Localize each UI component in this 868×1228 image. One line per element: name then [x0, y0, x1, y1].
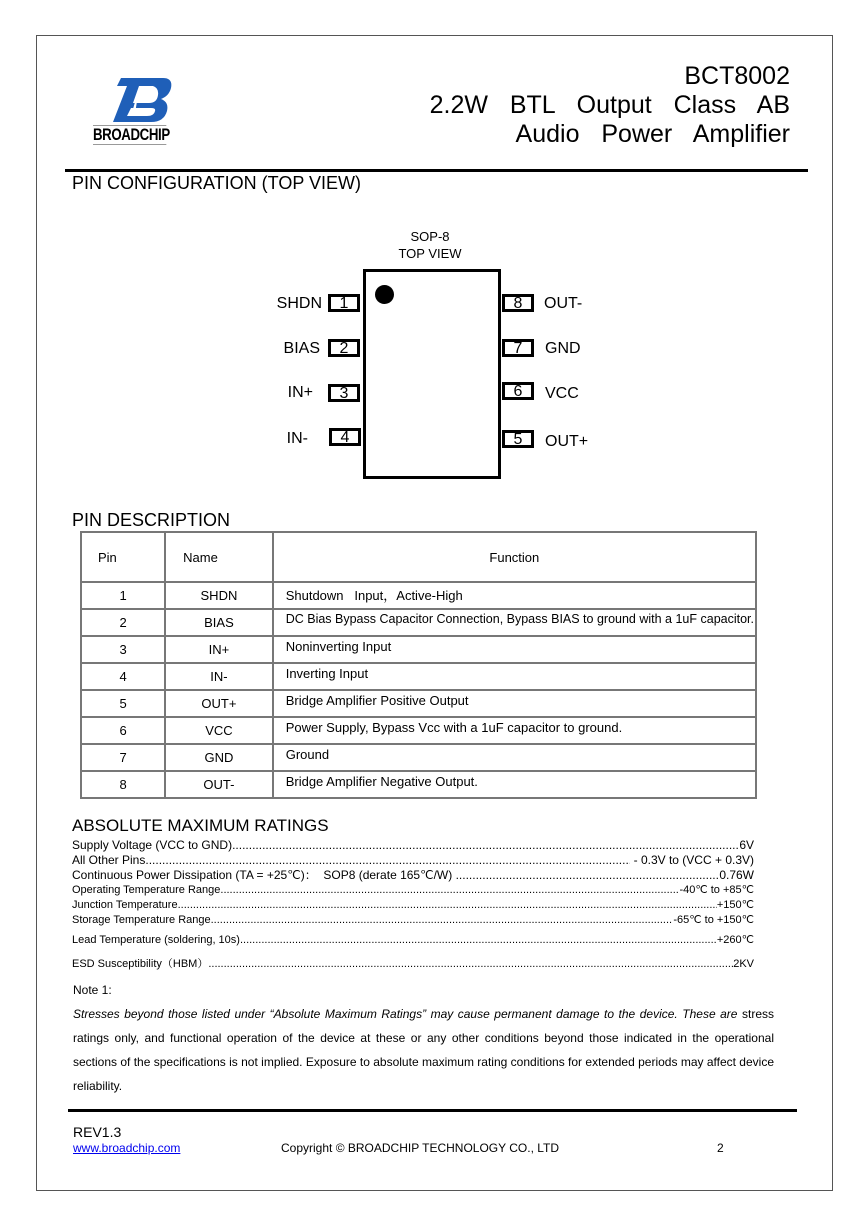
rating-label: Supply Voltage (VCC to GND) — [72, 838, 233, 852]
pin-2-name: BIAS — [283, 340, 320, 357]
broadchip-logo — [93, 76, 189, 148]
revision-label: REV1.3 — [73, 1124, 122, 1140]
rating-row — [72, 957, 754, 972]
note-text — [73, 1002, 774, 1098]
cell-function: Bridge Amplifier Negative Output. — [273, 771, 756, 798]
pin-5-box: 5 — [502, 430, 534, 448]
cell-function: Power Supply, Bypass Vcc with a 1uF capacitor to ground. — [273, 717, 756, 744]
footer-rule — [68, 1109, 797, 1112]
rating-label: Operating Temperature Range — [72, 884, 221, 896]
package-label — [380, 228, 480, 262]
cell-pin: 1 — [81, 582, 165, 609]
note-italic-text: Stresses beyond those listed under “Absolute Maximum Ratings” may cause permanent damage to the device. These are — [73, 1007, 738, 1021]
rating-row — [72, 883, 754, 898]
table-row — [81, 717, 756, 744]
absolute-maximum-ratings-heading: ABSOLUTE MAXIMUM RATINGS — [72, 816, 329, 835]
cell-name: BIAS — [165, 609, 273, 636]
cell-function: Inverting Input — [273, 663, 756, 690]
ratings-list — [72, 838, 754, 972]
rating-row — [72, 853, 754, 868]
pin-5-name: OUT+ — [545, 433, 589, 450]
note-title: Note 1: — [73, 983, 112, 997]
table-row — [81, 771, 756, 798]
logo-text: BROADCHIP — [93, 125, 170, 144]
pin-8-box: 8 — [502, 294, 534, 312]
cell-name: SHDN — [165, 582, 273, 609]
cell-function: DC Bias Bypass Capacitor Connection, Bypass BIAS to ground with a 1uF capacitor. — [273, 609, 756, 636]
cell-name: OUT- — [165, 771, 273, 798]
rating-label: Continuous Power Dissipation (TA = +25℃)： SOP8 (derate 165℃/W) — [72, 868, 456, 882]
pin-4-name: IN- — [286, 430, 308, 447]
pin1-marker-icon — [375, 285, 394, 304]
cell-pin: 6 — [81, 717, 165, 744]
pin-3-name: IN+ — [287, 384, 313, 401]
table-header-row — [81, 532, 756, 582]
part-number: BCT8002 — [684, 62, 790, 90]
logo-b-icon — [113, 76, 173, 124]
header-rule — [65, 169, 808, 172]
rating-value: 6V — [739, 838, 754, 852]
pin-7-name: GND — [545, 340, 581, 357]
pin-1-name: SHDN — [276, 295, 322, 312]
table-row — [81, 690, 756, 717]
column-header-pin: Pin — [81, 532, 165, 582]
rating-label: All Other Pins — [72, 853, 146, 867]
rating-row — [72, 913, 754, 928]
website-link[interactable]: www.broadchip.com — [73, 1141, 181, 1155]
cell-function: Shutdown Input，Active-High — [273, 582, 756, 609]
pin-description-heading: PIN DESCRIPTION — [72, 510, 231, 530]
table-row — [81, 609, 756, 636]
rating-row — [72, 868, 754, 883]
pin-2-box: 2 — [328, 339, 360, 357]
column-header-name: Name — [165, 532, 273, 582]
pin-7-box: 7 — [502, 339, 534, 357]
title-line-2: Audio Power Amplifier — [515, 120, 790, 148]
cell-name: GND — [165, 744, 273, 771]
rating-row — [72, 933, 754, 948]
table-row — [81, 636, 756, 663]
rating-value: +150℃ — [716, 899, 754, 911]
cell-name: OUT+ — [165, 690, 273, 717]
cell-function: Ground — [273, 744, 756, 771]
rating-value: 0.76W — [719, 868, 754, 882]
note-block — [73, 978, 774, 1098]
rating-value: +260℃ — [716, 934, 754, 946]
rating-row — [72, 838, 754, 853]
pin-8-name: OUT- — [544, 295, 583, 312]
package-view: TOP VIEW — [398, 246, 462, 261]
pin-description-table — [80, 531, 757, 799]
pin-1-box: 1 — [328, 294, 360, 312]
cell-pin: 7 — [81, 744, 165, 771]
package-name: SOP-8 — [410, 229, 450, 244]
rating-value: -65℃ to +150℃ — [673, 914, 754, 926]
copyright-text: Copyright © BROADCHIP TECHNOLOGY CO., LTD — [281, 1141, 560, 1155]
table-row — [81, 744, 756, 771]
rating-label: Storage Temperature Range — [72, 914, 211, 926]
cell-name: IN+ — [165, 636, 273, 663]
note-body-text: stress ratings only, and functional operation of the device at these or any other conditions beyond those indicated in the operational sections of the specifications is not implied. Exposure to absolute maximum rating conditions for extended periods may affect device reliability. — [73, 1007, 774, 1093]
cell-function: Noninverting Input — [273, 636, 756, 663]
rating-label: ESD Susceptibility（HBM） — [72, 958, 209, 970]
pin-6-box: 6 — [502, 382, 534, 400]
cell-function: Bridge Amplifier Positive Output — [273, 690, 756, 717]
cell-name: VCC — [165, 717, 273, 744]
column-header-function: Function — [273, 532, 756, 582]
cell-pin: 2 — [81, 609, 165, 636]
rating-value: - 0.3V to (VCC + 0.3V) — [630, 853, 754, 867]
cell-name: IN- — [165, 663, 273, 690]
cell-pin: 3 — [81, 636, 165, 663]
pin-configuration-heading: PIN CONFIGURATION (TOP VIEW) — [72, 173, 362, 193]
document-title — [430, 62, 790, 149]
table-row — [81, 663, 756, 690]
rating-value: 2KV — [733, 958, 754, 970]
pin-6-name: VCC — [545, 385, 579, 402]
table-row — [81, 582, 756, 609]
cell-pin: 5 — [81, 690, 165, 717]
title-line-1: 2.2W BTL Output Class AB — [429, 91, 790, 119]
pin-4-box: 4 — [329, 428, 361, 446]
rating-label: Junction Temperature — [72, 899, 178, 911]
cell-pin: 4 — [81, 663, 165, 690]
cell-pin: 8 — [81, 771, 165, 798]
pin-3-box: 3 — [328, 384, 360, 402]
rating-value: -40℃ to +85℃ — [679, 884, 754, 896]
rating-row — [72, 898, 754, 913]
page-number: 2 — [717, 1141, 724, 1155]
rating-label: Lead Temperature (soldering, 10s) — [72, 934, 240, 946]
